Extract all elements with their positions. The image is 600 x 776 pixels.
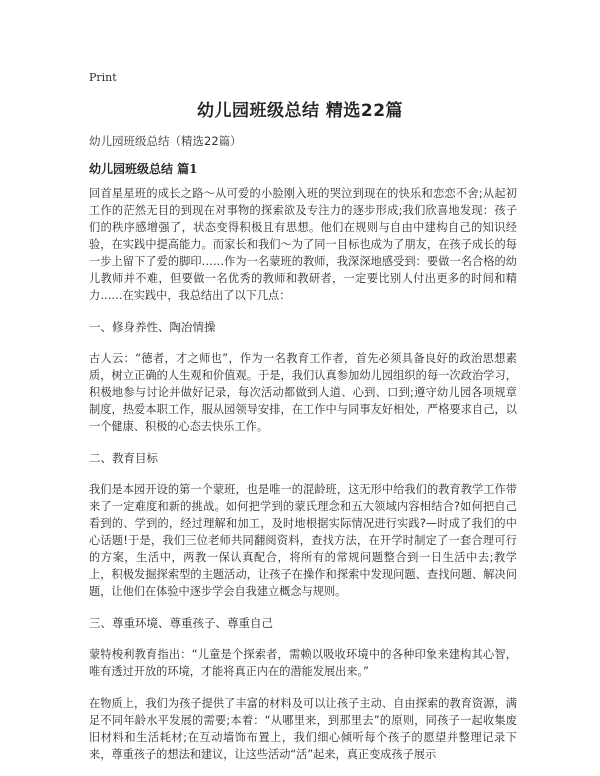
print-link[interactable]: Print: [89, 71, 117, 84]
paragraph-3: 我们是本园开设的第一个蒙班，也是唯一的混龄班，这无形中给我们的教育教学工作带来了一定难度和新的挑战。如何把学到的蒙氏理念和五大领域内容相结合?如何把自己看到的、学到的，经过理解和加工，及时地根据实际情况进行实践?—时成了我们的中心话题!于是，我们三位老师共同翻阅资料，查找方法，在开学时制定了一套合理可行的方案，生活中，两教一保认真配合，将所有的常规问题整合到一日生活中去;教学上，积极发掘探索型的主题活动，让孩子在操作和探索中发现问题、查找问题、解决问题，让他们在体验中逐步学会自我建立概念与规则。: [89, 483, 517, 598]
heading-1: 一、修身养性、陶冶情操: [89, 320, 216, 334]
paragraph-2: 古人云：“德者，才之师也”，作为一名教育工作者，首先必须具备良好的政治思想素质，树立正确的人生观和价值观。于是，我们认真参加幼儿园组织的每一次政治学习，积极地参与讨论并做好记录，每次活动都做到人道、心到、口到;遵守幼儿园各项规章制度，热爱本职工作，服从园领导安排，在工作中与同事友好相处，严格要求自己，以一个健康、积极的心态去快乐工作。: [89, 352, 517, 433]
heading-2: 二、教育目标: [89, 451, 158, 465]
document-subtitle: 幼儿园班级总结（精选22篇）: [89, 134, 242, 148]
paragraph-4: 蒙特梭利教育指出：“儿童是个探索者，需赖以吸收环境中的各种印象来建构其心智，唯有透过开放的环境，才能将真正内在的潜能发展出来。”: [89, 648, 517, 678]
document-title: 幼儿园班级总结 精选22篇: [196, 101, 404, 121]
paragraph-5: 在物质上，我们为孩子提供了丰富的材料及可以让孩子主动、自由探索的教育资源，满足不同年龄水平发展的需要;本着：“从哪里来，到那里去”的原则，同孩子一起收集废旧材料和生活耗材;在互动墙饰布置上，我们细心倾听每个孩子的愿望并整理记录下来，尊重孩子的想法和建议，让这些活动“活”起来，真正变成孩子展示: [89, 697, 517, 761]
section-title: 幼儿园班级总结 篇1: [89, 162, 198, 176]
article-body: [89, 185, 517, 776]
heading-3: 三、尊重环境、尊重孩子、尊重自己: [89, 616, 273, 630]
paragraph-intro: 回首星星班的成长之路～从可爱的小脸刚入班的哭泣到现在的快乐和恋恋不舍;从起初工作的茫然无目的到现在对事物的探索欲及专注力的逐步形成;我们欣喜地发现：孩子们的秩序感增强了，状态变得积极且有思想。他们在规则与自由中建构自己的知识经验，在实践中提高能力。而家长和我们～为了同一目标也成为了朋友，在孩子成长的每一步上留下了爱的脚印……作为一名蒙班的教师，我深深地感受到：要做一名合格的幼儿教师并不难，但要做一名优秀的教师和教研者，一定要比别人付出更多的时间和精力……在实践中，我总结出了以下几点：: [89, 187, 517, 302]
